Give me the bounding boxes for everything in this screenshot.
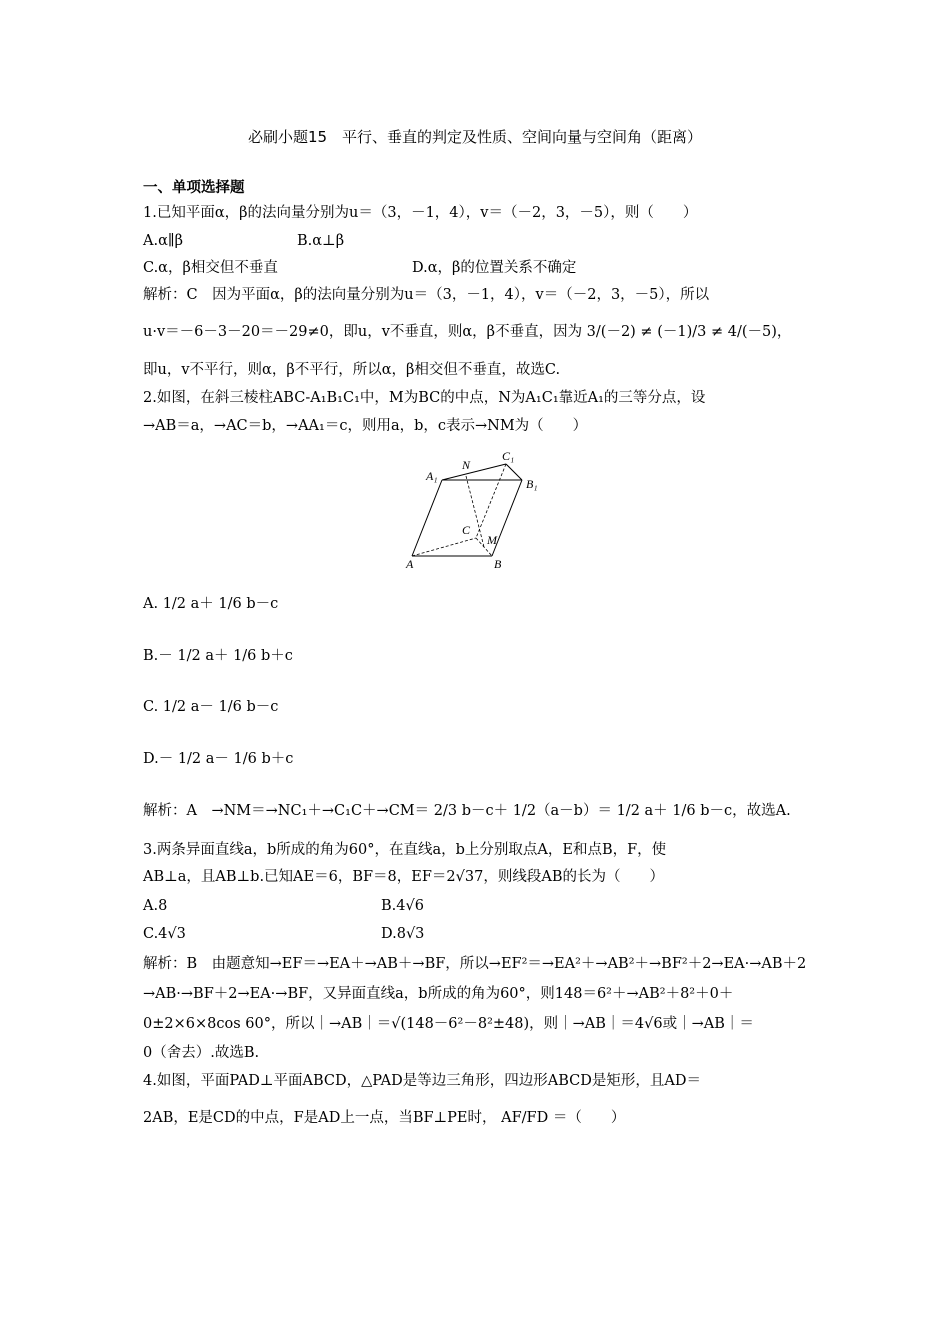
q1-option-d: D.α，β的位置关系不确定 [412, 260, 577, 276]
q2-option-d: D.－ 1/2 a－ 1/6 b＋c [143, 751, 294, 767]
q3-option-b: B.4√6 [381, 898, 424, 914]
q3-option-a: A.8 [143, 898, 168, 914]
section-heading: 一、单项选择题 [143, 180, 245, 196]
q3-stem-line-2: AB⊥a，且AB⊥b.已知AE＝6，BF＝8，EF＝2√37，则线段AB的长为（ ） [143, 869, 664, 885]
q4-stem-line-1: 4.如图，平面PAD⊥平面ABCD，△PAD是等边三角形，四边形ABCD是矩形，且AD＝ [143, 1073, 701, 1089]
q2-solution: 解析：A →NM＝→NC₁＋→C₁C＋→CM＝ 2/3 b－c＋ 1/2（a－b）＝ 1/2 a＋ 1/6 b－c，故选A. [143, 803, 791, 819]
q3-solution-line-4: 0（舍去）.故选B. [143, 1045, 260, 1061]
q3-option-d: D.8√3 [381, 926, 425, 942]
label-c1: C₁ [502, 449, 515, 463]
q1-option-a: A.α∥β [143, 233, 183, 249]
q1-solution-line-2: u·v＝－6－3－20＝－29≠0，即u，v不垂直，则α，β不垂直，因为 3/(－2) ≠ (－1)/3 ≠ 4/(－5)， [143, 324, 792, 340]
q4-stem-line-2: 2AB，E是CD的中点，F是AD上一点，当BF⊥PE时， AF/FD ＝（ ） [143, 1110, 626, 1126]
prism-figure [398, 444, 558, 574]
label-b: B [494, 557, 502, 571]
label-b1: B₁ [526, 477, 538, 491]
label-a1: A₁ [426, 469, 438, 483]
q1-option-b: B.α⊥β [297, 233, 345, 249]
label-c: C [462, 523, 471, 537]
q2-stem-line-2: →AB＝a，→AC＝b，→AA₁＝c，则用a，b，c表示→NM为（ ） [143, 418, 588, 434]
q1-solution-line-1: 解析：C 因为平面α，β的法向量分别为u＝（3，－1，4），v＝（－2，3，－5），所以 [143, 287, 710, 303]
q2-stem-line-1: 2.如图，在斜三棱柱ABC-A₁B₁C₁中，M为BC的中点，N为A₁C₁靠近A₁的三等分点，设 [143, 390, 706, 406]
q3-solution-line-2: →AB·→BF＋2→EA·→BF，又异面直线a，b所成的角为60°，则148＝6²＋→AB²＋8²＋0＋ [143, 986, 734, 1002]
q2-option-b: B.－ 1/2 a＋ 1/6 b＋c [143, 648, 293, 664]
q3-option-c: C.4√3 [143, 926, 186, 942]
label-a: A [406, 557, 414, 571]
q3-solution-line-1: 解析：B 由题意知→EF＝→EA＋→AB＋→BF，所以→EF²＝→EA²＋→AB²＋→BF²＋2→EA·→AB＋2 [143, 956, 807, 972]
q3-solution-line-3: 0±2×6×8cos 60°，所以｜→AB｜＝√(148－6²－8²±48)，则｜→AB｜＝4√6或｜→AB｜＝ [143, 1016, 754, 1032]
q3-stem-line-1: 3.两条异面直线a，b所成的角为60°，在直线a，b上分别取点A，E和点B，F，使 [143, 842, 667, 858]
q1-stem: 1.已知平面α，β的法向量分别为u＝（3，－1，4），v＝（－2，3，－5），则（ ） [143, 205, 698, 221]
label-m: M [487, 533, 497, 547]
page-title: 必刷小题15 平行、垂直的判定及性质、空间向量与空间角（距离） [247, 128, 703, 146]
q2-option-a: A. 1/2 a＋ 1/6 b－c [143, 596, 279, 612]
q2-option-c: C. 1/2 a－ 1/6 b－c [143, 699, 279, 715]
q1-option-c: C.α，β相交但不垂直 [143, 260, 278, 276]
label-n: N [462, 458, 471, 472]
q1-solution-line-3: 即u，v不平行，则α，β不平行，所以α，β相交但不垂直，故选C. [143, 362, 561, 378]
